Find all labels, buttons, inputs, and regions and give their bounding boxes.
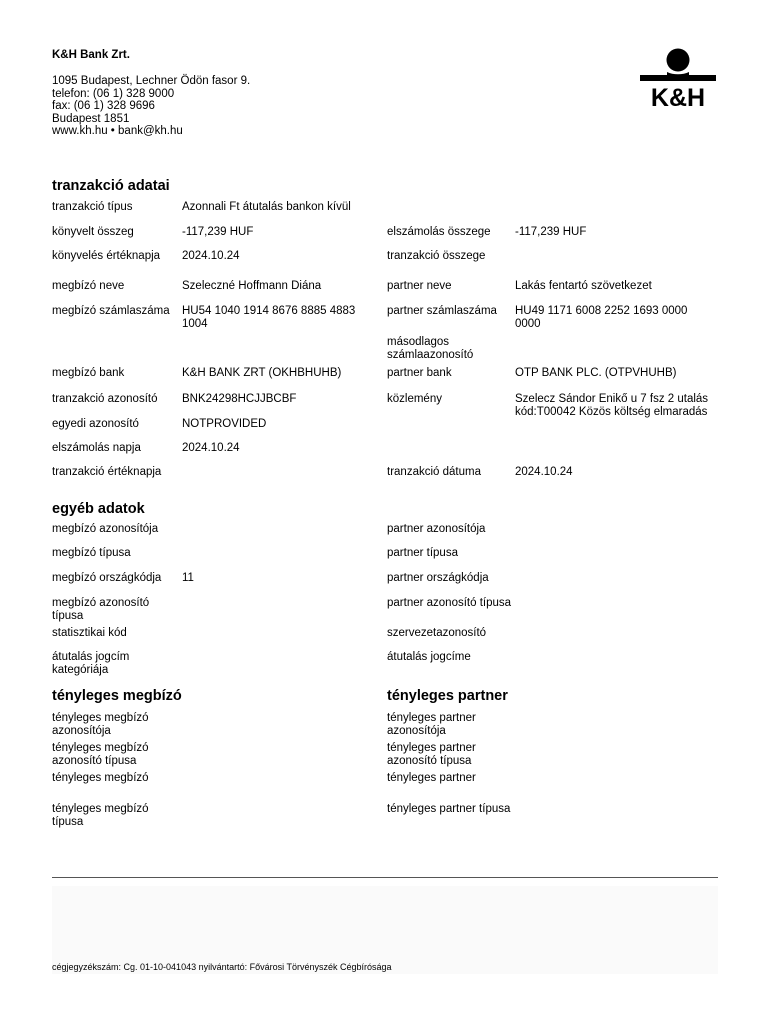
section-title-other: egyéb adatok [52, 501, 145, 517]
label-actual-partner-identifier: tényleges partner azonosítója [387, 712, 476, 737]
label-partner-identifier: partner azonosítója [387, 523, 486, 535]
value-remittance-info: Szelecz Sándor Enikő u 7 fsz 2 utalás kód:T00042 Közös költség elmaradás [515, 393, 709, 418]
label-partner-account: partner számlaszáma [387, 305, 497, 317]
label-settlement-date: elszámolás napja [52, 442, 141, 454]
section-title-actual-partner: tényleges partner [387, 688, 508, 704]
label-booking-value-date: könyvelés értéknapja [52, 250, 161, 262]
fax-line: fax: (06 1) 328 9696 [52, 100, 155, 112]
address-block [52, 75, 250, 138]
section-title-transaction: tranzakció adatai [52, 178, 170, 194]
label-transaction-amount: tranzakció összege [387, 250, 486, 262]
label-remittance-info: közlemény [387, 393, 442, 405]
label-payer-type: megbízó típusa [52, 547, 131, 559]
label-actual-payer-id-type: tényleges megbízó azonosító típusa [52, 742, 149, 767]
label-transaction-type: tranzakció típus [52, 201, 133, 213]
label-unique-id: egyedi azonosító [52, 418, 139, 430]
label-partner-name: partner neve [387, 280, 452, 292]
value-booking-value-date: 2024.10.24 [182, 250, 240, 262]
label-secondary-account-id: másodlagos számlaazonosító [387, 336, 474, 361]
value-payer-name: Szeleczné Hoffmann Diána [182, 280, 322, 292]
label-partner-id-type: partner azonosító típusa [387, 597, 512, 609]
label-partner-type: partner típusa [387, 547, 458, 559]
footer-divider [52, 877, 718, 878]
label-actual-payer-identifier: tényleges megbízó azonosítója [52, 712, 149, 737]
label-payer-account: megbízó számlaszáma [52, 305, 170, 317]
value-partner-name: Lakás fentartó szövetkezet [515, 280, 652, 292]
label-organization-id: szervezetazonosító [387, 627, 487, 639]
company-name: K&H Bank Zrt. [52, 49, 130, 61]
value-payer-bank: K&H BANK ZRT (OKHBHUHB) [182, 367, 342, 379]
label-transaction-date: tranzakció dátuma [387, 466, 481, 478]
value-partner-bank: OTP BANK PLC. (OTPVHUHB) [515, 367, 677, 379]
value-settlement-amount: -117,239 HUF [515, 226, 587, 238]
value-payer-country: 11 [182, 572, 194, 584]
label-booked-amount: könyvelt összeg [52, 226, 134, 238]
label-actual-payer-type: tényleges megbízó típusa [52, 803, 149, 828]
label-payer-id-type: megbízó azonosító típusa [52, 597, 150, 622]
value-unique-id: NOTPROVIDED [182, 418, 267, 430]
label-actual-partner: tényleges partner [387, 772, 476, 784]
label-payer-bank: megbízó bank [52, 367, 125, 379]
label-actual-partner-id-type: tényleges partner azonosító típusa [387, 742, 476, 767]
label-payer-identifier: megbízó azonosítója [52, 523, 159, 535]
section-title-actual-payer: tényleges megbízó [52, 688, 182, 704]
label-actual-partner-type: tényleges partner típusa [387, 803, 511, 815]
label-settlement-amount: elszámolás összege [387, 226, 491, 238]
label-payer-country: megbízó országkódja [52, 572, 162, 584]
label-actual-payer: tényleges megbízó [52, 772, 149, 784]
logo-text: K&H [650, 84, 706, 108]
value-transaction-date: 2024.10.24 [515, 466, 573, 478]
label-transfer-purpose: átutalás jogcíme [387, 651, 471, 663]
postal-line: Budapest 1851 [52, 112, 130, 125]
value-payer-account: HU54 1040 1914 8676 8885 4883 1004 [182, 305, 356, 330]
phone-line: telefon: (06 1) 328 9000 [52, 87, 175, 100]
label-partner-bank: partner bank [387, 367, 452, 379]
label-partner-country: partner országkódja [387, 572, 489, 584]
label-transaction-value-date: tranzakció értéknapja [52, 466, 162, 478]
value-settlement-date: 2024.10.24 [182, 442, 240, 454]
label-statistical-code: statisztikai kód [52, 627, 127, 639]
web-email-line: www.kh.hu • bank@kh.hu [52, 125, 183, 137]
label-transaction-id: tranzakció azonosító [52, 393, 158, 405]
kh-logo-icon [637, 48, 719, 108]
address-line: 1095 Budapest, Lechner Ödön fasor 9. [52, 75, 251, 87]
value-booked-amount: -117,239 HUF [182, 226, 254, 238]
footer-registry-text: cégjegyzékszám: Cg. 01-10-041043 nyilvántartó: Fővárosi Törvényszék Cégbírósága [52, 962, 392, 972]
label-transfer-purpose-category: átutalás jogcím kategóriája [52, 651, 130, 676]
footer-area [52, 886, 718, 974]
value-partner-account: HU49 1171 6008 2252 1693 0000 0000 [515, 305, 688, 330]
value-transaction-id: BNK24298HCJJBCBF [182, 393, 297, 405]
value-transaction-type: Azonnali Ft átutalás bankon kívül [182, 201, 351, 213]
label-payer-name: megbízó neve [52, 280, 125, 292]
